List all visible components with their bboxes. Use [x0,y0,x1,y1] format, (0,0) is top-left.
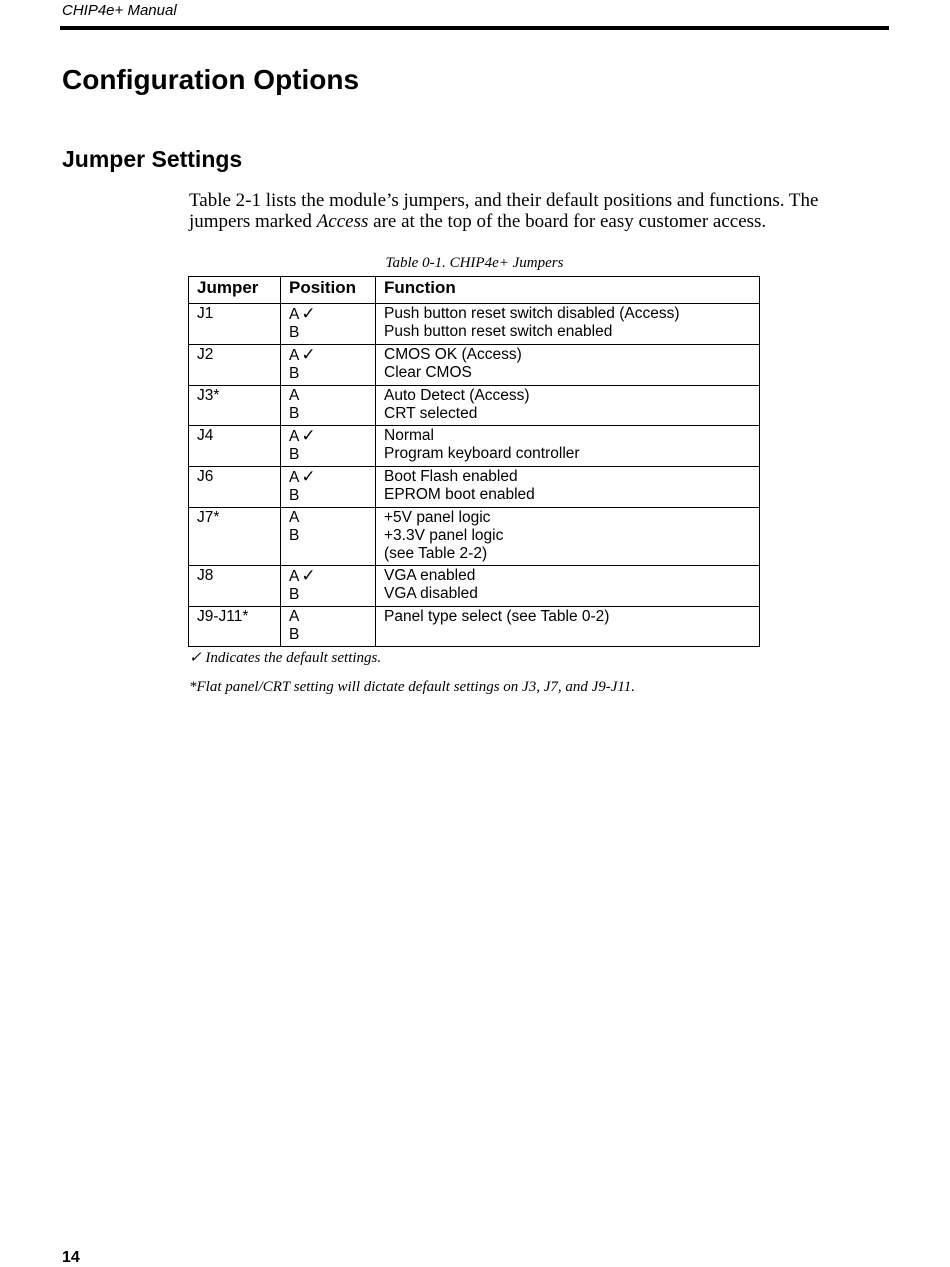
jumper-cell: J3* [189,386,281,426]
table-row [189,345,760,386]
function-cell [376,426,760,467]
table-row [189,386,760,426]
position-cell [281,304,376,345]
default-checkmark-icon: ✓ [301,304,316,323]
position-b: B [289,446,300,463]
position-cell [281,566,376,607]
function-line: VGA enabled [384,567,476,584]
function-line: (see Table 2-2) [384,545,488,562]
position-b: B [289,405,300,422]
page-number: 14 [62,1249,80,1266]
function-line: Panel type select (see Table 0-2) [384,608,610,625]
jumper-cell: J8 [189,566,281,607]
position-a-label: A [289,509,300,526]
default-checkmark-icon: ✓ [301,345,316,364]
position-a [289,387,367,405]
position-a-label: A [289,428,300,445]
table-row [189,467,760,508]
position-cell [281,508,376,566]
position-b: B [289,487,300,504]
default-checkmark-icon: ✓ [301,566,316,585]
header-function: Function [376,277,760,304]
function-line: Boot Flash enabled [384,468,518,485]
jumper-cell: J9-J11* [189,607,281,647]
flat-panel-note: *Flat panel/CRT setting will dictate default settings on J3, J7, and J9-J11. [189,679,636,695]
position-cell [281,345,376,386]
function-line: Auto Detect (Access) [384,387,530,404]
function-cell [376,607,760,647]
position-cell [281,467,376,508]
function-line: Push button reset switch disabled (Access) [384,305,680,322]
function-cell [376,566,760,607]
position-cell [281,386,376,426]
default-note-text: Indicates the default settings. [201,650,382,666]
position-b: B [289,586,300,603]
table-header-row [189,277,760,304]
default-checkmark-icon: ✓ [301,467,316,486]
function-cell [376,386,760,426]
position-a-label: A [289,306,300,323]
header-position: Position [281,277,376,304]
section-title: Jumper Settings [62,146,243,172]
function-cell [376,467,760,508]
position-a [289,468,367,487]
position-a [289,567,367,586]
jumper-cell: J2 [189,345,281,386]
header-jumper: Jumper [189,277,281,304]
table-row [189,508,760,566]
page-title: Configuration Options [62,64,360,95]
function-line: Push button reset switch enabled [384,323,613,340]
function-cell [376,345,760,386]
table-row [189,566,760,607]
header-rule [60,26,889,30]
position-a-label: A [289,347,300,364]
table-row [189,607,760,647]
jumper-cell: J4 [189,426,281,467]
function-line: CMOS OK (Access) [384,346,522,363]
jumper-cell: J1 [189,304,281,345]
function-line: EPROM boot enabled [384,486,535,503]
function-line: +5V panel logic [384,509,491,526]
position-a-label: A [289,608,300,625]
position-a-label: A [289,387,300,404]
function-line: VGA disabled [384,585,478,602]
table-row [189,426,760,467]
position-b: B [289,324,300,341]
function-cell [376,304,760,345]
table-caption: Table 0-1. CHIP4e+ Jumpers [385,255,564,271]
checkmark-icon: ✓ [189,650,202,666]
function-line: +3.3V panel logic [384,527,504,544]
jumper-cell: J7* [189,508,281,566]
running-header: CHIP4e+ Manual [62,2,177,19]
function-line: Program keyboard controller [384,445,580,462]
position-b: B [289,527,300,544]
position-a [289,305,367,324]
position-cell [281,607,376,647]
default-settings-note [189,648,381,667]
position-a [289,427,367,446]
position-a [289,608,367,626]
position-b: B [289,626,300,643]
function-line: CRT selected [384,405,478,422]
position-a [289,509,367,527]
intro-emphasis: Access [316,211,369,232]
default-checkmark-icon: ✓ [301,426,316,445]
intro-text-2: are at the top of the board for easy customer access. [368,211,767,232]
position-a-label: A [289,469,300,486]
jumper-table [188,276,760,647]
position-a [289,346,367,365]
function-line: Clear CMOS [384,364,472,381]
function-line: Normal [384,427,434,444]
position-cell [281,426,376,467]
position-a-label: A [289,568,300,585]
jumper-cell: J6 [189,467,281,508]
function-cell [376,508,760,566]
table-row [189,304,760,345]
intro-text-1: Table 2-1 lists the module’s jumpers, and their default positions and functions. The jumpers marked [189,190,819,232]
position-b: B [289,365,300,382]
intro-paragraph [189,190,869,232]
